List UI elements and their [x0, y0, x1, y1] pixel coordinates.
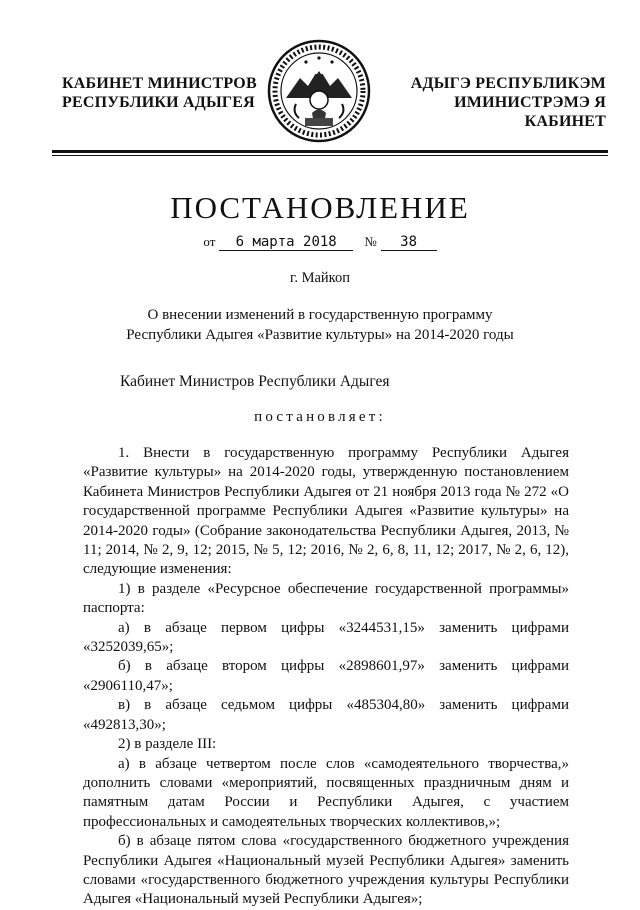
- document-title: ПОСТАНОВЛЕНИЕ: [170, 190, 470, 225]
- issuer-name-russian: [62, 74, 257, 112]
- document-subject: [0, 305, 640, 345]
- paragraph-3: а) в абзаце первом цифры «3244531,15» заменить цифрами «3252039,65»;: [83, 619, 569, 656]
- subject-line-2: Республики Адыгея «Развитие культуры» на 2014-2020 годы: [126, 327, 514, 343]
- paragraph-7: а) в абзаце четвертом после слов «самодеятельного творчества,» дополнить словами «мероприятий, посвященных праздничным дням и памятным датам России и Республики Адыгея, с участием профессиональных и самодеятельных творческих коллективов,»;: [83, 755, 569, 830]
- paragraph-1: 1. Внести в государственную программу Республики Адыгея «Развитие культуры» на 2014-2020 годы, утвержденную постановлением Кабинета Министров Республики Адыгея от 21 ноября 2013 года № 272 «О государственной программе Республики Адыгея «Развитие культуры» на 2014-2020 годы» (Собрание законодательства Республики Адыгея, 2013, № 11; 2014, № 2, 9, 12; 2015, № 5, 12; 2016, № 2, 6, 8, 11, 12; 2017, № 2, 6, 12), следующие изменения:: [83, 445, 569, 578]
- issuer-name-adyghe: [384, 74, 606, 131]
- paragraph-4: б) в абзаце втором цифры «2898601,97» заменить цифрами «2906110,47»;: [83, 658, 569, 694]
- document-body: [83, 444, 569, 910]
- paragraph-6: 2) в разделе III:: [118, 736, 217, 753]
- header-divider-thin: [52, 155, 608, 156]
- number-label: №: [364, 234, 377, 249]
- adygea-coat-of-arms-icon: [266, 38, 372, 144]
- header-divider-thick: [52, 150, 608, 153]
- issuer-adyghe-line-2: ИМИНИСТРЭМЭ Я КАБИНЕТ: [454, 94, 606, 130]
- paragraph-5: в) в абзаце седьмом цифры «485304,80» заменить цифрами «492813,30»;: [83, 697, 569, 733]
- paragraph-2: 1) в разделе «Ресурсное обеспечение государственной программы» паспорта:: [83, 580, 569, 617]
- issuer-adyghe-line-1: АДЫГЭ РЕСПУБЛИКЭМ: [410, 75, 606, 92]
- issuer-line-1: КАБИНЕТ МИНИСТРОВ: [62, 75, 257, 92]
- issuer-statement: Кабинет Министров Республики Адыгея: [120, 373, 390, 390]
- issuer-line-2: РЕСПУБЛИКИ АДЫГЕЯ: [62, 94, 255, 111]
- document-header: [0, 0, 640, 150]
- date-label: от: [203, 234, 216, 249]
- date-and-number-line: [0, 234, 640, 251]
- document-number: 38: [381, 234, 437, 251]
- city: г. Майкоп: [290, 270, 350, 286]
- document-date: 6 марта 2018: [219, 234, 353, 251]
- subject-line-1: О внесении изменений в государственную программу: [147, 307, 493, 323]
- paragraph-8: б) в абзаце пятом слова «государственного бюджетного учреждения Республики Адыгея «Национальный музей Республики Адыгея» заменить словами «государственного бюджетного учреждения культуры Республики Адыгея «Национальный музей Республики Адыгея»;: [83, 833, 569, 908]
- resolves-word: постановляет:: [254, 409, 386, 425]
